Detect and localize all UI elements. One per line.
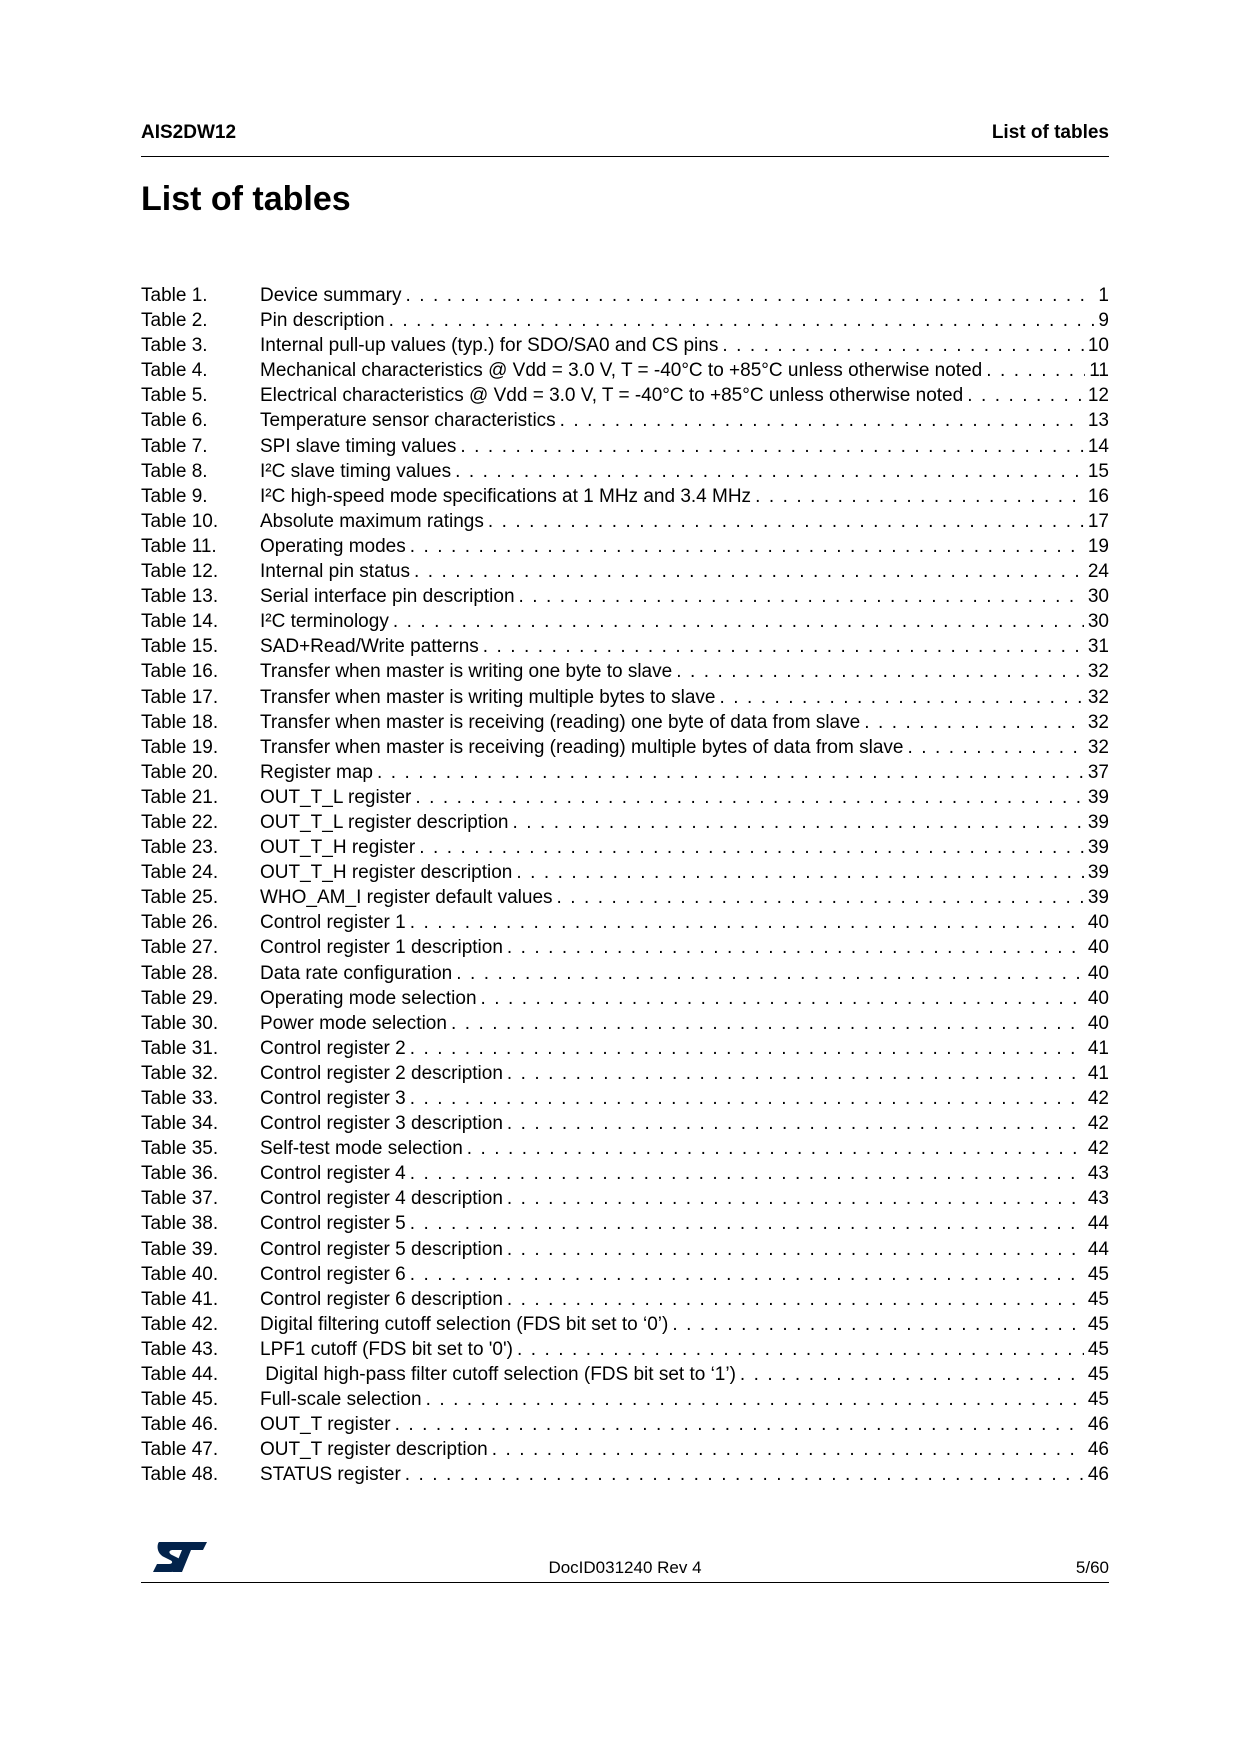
table-entry-title: Absolute maximum ratings	[260, 510, 484, 532]
table-entry-number: Table 13.	[141, 586, 219, 608]
table-entry-page: 11	[1089, 360, 1109, 382]
dot-leader	[426, 1387, 1084, 1412]
table-entry-number: Table 47.	[141, 1439, 219, 1461]
table-entry-title: SPI slave timing values	[260, 435, 457, 457]
table-entry-number: Table 15.	[141, 636, 219, 658]
table-entry[interactable]	[141, 961, 1109, 986]
table-entry-title: Operating modes	[260, 535, 406, 557]
table-entry-title: STATUS register	[260, 1464, 401, 1486]
table-entry-title: Serial interface pin description	[260, 586, 515, 608]
table-entry[interactable]	[141, 986, 1109, 1011]
dot-leader	[410, 1036, 1084, 1061]
table-entry-number: Table 25.	[141, 887, 219, 909]
table-entry-title: Register map	[260, 761, 373, 783]
table-entry[interactable]	[141, 584, 1109, 609]
table-entry-page: 46	[1087, 1414, 1109, 1436]
table-entry-number: Table 16.	[141, 661, 219, 683]
table-entry-number: Table 23.	[141, 837, 219, 859]
table-entry-number: Table 9.	[141, 485, 208, 507]
table-entry-title: Device summary	[260, 285, 402, 306]
table-entry-page: 42	[1087, 1088, 1109, 1109]
table-entry-number: Table 1.	[141, 285, 208, 306]
dot-leader	[395, 1412, 1084, 1437]
table-entry[interactable]	[141, 1312, 1109, 1337]
table-entry[interactable]	[141, 333, 1109, 358]
table-entry[interactable]	[141, 1462, 1109, 1487]
dot-leader	[513, 810, 1084, 835]
table-entry[interactable]	[141, 1237, 1109, 1262]
dot-leader	[455, 459, 1084, 484]
table-entry[interactable]	[141, 358, 1109, 383]
dot-leader	[405, 283, 1094, 308]
table-entry-title: Control register 4	[260, 1163, 406, 1185]
dot-leader	[672, 1312, 1084, 1337]
table-entry-number: Table 29.	[141, 987, 219, 1009]
table-entry[interactable]	[141, 860, 1109, 885]
dot-leader	[507, 1111, 1084, 1136]
footer-page-number: 5/60	[1075, 1558, 1109, 1577]
table-entry-number: Table 14.	[141, 611, 219, 633]
table-entry-title: Full-scale selection	[260, 1389, 422, 1411]
table-entry[interactable]	[141, 408, 1109, 433]
table-entry[interactable]	[141, 835, 1109, 860]
table-entry-title: OUT_T_L register	[260, 786, 412, 808]
dot-leader	[740, 1362, 1084, 1387]
table-entry-title: Internal pull-up values (typ.) for SDO/SA0 and CS pins	[260, 335, 719, 357]
dot-leader	[967, 383, 1084, 408]
dot-leader	[507, 1237, 1084, 1262]
table-entry-number: Table 36.	[141, 1163, 219, 1185]
table-entry-page: 39	[1087, 811, 1109, 833]
dot-leader	[507, 1061, 1084, 1086]
table-entry-page: 45	[1087, 1338, 1109, 1360]
table-entry-number: Table 12.	[141, 561, 219, 583]
table-entry[interactable]	[141, 810, 1109, 835]
dot-leader	[410, 1211, 1084, 1236]
table-entry-page: 39	[1087, 837, 1109, 859]
table-entry-title: OUT_T register description	[260, 1439, 488, 1461]
dot-leader	[405, 1462, 1084, 1487]
dot-leader	[451, 1011, 1084, 1036]
table-entry-page: 40	[1087, 962, 1109, 984]
table-entry-page: 40	[1087, 1012, 1109, 1034]
header-section: List of tables	[991, 122, 1109, 143]
table-entry-number: Table 27.	[141, 937, 219, 959]
table-entry-page: 41	[1087, 1062, 1109, 1084]
table-entry-page: 43	[1087, 1188, 1109, 1210]
dot-leader	[410, 534, 1084, 559]
table-entry[interactable]	[141, 434, 1109, 459]
table-entry-title: Control register 1	[260, 912, 406, 934]
table-entry-page: 45	[1087, 1364, 1109, 1386]
table-entry[interactable]	[141, 634, 1109, 659]
table-entry-number: Table 20.	[141, 761, 219, 783]
table-entry-title: OUT_T_L register description	[260, 811, 509, 833]
table-entry-page: 19	[1087, 535, 1109, 557]
table-entry-page: 42	[1087, 1113, 1109, 1135]
dot-leader	[377, 760, 1084, 785]
table-entry[interactable]	[141, 1111, 1109, 1136]
table-entry-title: Control register 1 description	[260, 937, 503, 959]
table-list	[141, 283, 1109, 1488]
table-entry-number: Table 30.	[141, 1012, 219, 1034]
table-entry-number: Table 34.	[141, 1113, 219, 1135]
table-entry-page: 45	[1087, 1288, 1109, 1310]
table-entry-number: Table 40.	[141, 1263, 219, 1285]
table-entry[interactable]	[141, 1061, 1109, 1086]
dot-leader	[456, 961, 1084, 986]
table-entry-title: Control register 5	[260, 1213, 406, 1235]
table-entry-page: 32	[1087, 736, 1109, 758]
table-entry[interactable]	[141, 283, 1109, 308]
dot-leader	[907, 735, 1083, 760]
table-entry[interactable]	[141, 308, 1109, 333]
table-entry[interactable]	[141, 1362, 1109, 1387]
table-entry-title: I²C slave timing values	[260, 460, 452, 482]
table-entry[interactable]	[141, 1211, 1109, 1236]
table-entry-page: 12	[1087, 385, 1109, 407]
table-entry-title: Control register 6 description	[260, 1288, 503, 1310]
table-entry[interactable]	[141, 710, 1109, 735]
table-entry-page: 1	[1098, 285, 1109, 306]
table-entry-page: 45	[1087, 1263, 1109, 1285]
table-entry-page: 42	[1087, 1138, 1109, 1160]
dot-leader	[410, 1161, 1084, 1186]
table-entry[interactable]	[141, 1186, 1109, 1211]
table-entry-page: 45	[1087, 1389, 1109, 1411]
table-entry-number: Table 46.	[141, 1414, 219, 1436]
table-entry-page: 16	[1087, 485, 1109, 507]
table-entry-number: Table 10.	[141, 510, 219, 532]
table-entry[interactable]	[141, 885, 1109, 910]
table-entry[interactable]	[141, 1036, 1109, 1061]
table-entry-page: 24	[1087, 561, 1109, 583]
table-entry[interactable]	[141, 559, 1109, 584]
table-entry-number: Table 39.	[141, 1238, 219, 1260]
table-entry[interactable]	[141, 1387, 1109, 1412]
table-entry-number: Table 8.	[141, 460, 208, 482]
dot-leader	[755, 484, 1084, 509]
table-entry-number: Table 7.	[141, 435, 208, 457]
table-entry[interactable]	[141, 1011, 1109, 1036]
table-entry-page: 14	[1087, 435, 1109, 457]
table-entry[interactable]	[141, 509, 1109, 534]
table-entry[interactable]	[141, 910, 1109, 935]
table-entry-page: 46	[1087, 1439, 1109, 1461]
dot-leader	[419, 835, 1084, 860]
table-entry-title: I²C terminology	[260, 611, 389, 633]
table-entry-title: Data rate configuration	[260, 962, 453, 984]
table-entry[interactable]	[141, 1136, 1109, 1161]
table-entry-number: Table 45.	[141, 1389, 219, 1411]
table-entry[interactable]	[141, 484, 1109, 509]
dot-leader	[410, 1262, 1084, 1287]
table-entry-page: 31	[1087, 636, 1109, 658]
table-entry-title: WHO_AM_I register default values	[260, 887, 553, 909]
dot-leader	[864, 710, 1084, 735]
table-entry-title: Digital high-pass filter cutoff selection (FDS bit set to ‘1’)	[260, 1364, 736, 1386]
table-entry-title: OUT_T register	[260, 1414, 391, 1436]
table-entry-page: 39	[1087, 887, 1109, 909]
table-entry-number: Table 21.	[141, 786, 219, 808]
table-entry[interactable]	[141, 785, 1109, 810]
table-entry[interactable]	[141, 459, 1109, 484]
table-entry-number: Table 11.	[141, 535, 217, 557]
table-entry-title: OUT_T_H register	[260, 837, 416, 859]
dot-leader	[719, 685, 1083, 710]
table-entry-title: OUT_T_H register description	[260, 862, 513, 884]
table-entry-page: 15	[1087, 460, 1109, 482]
page-header	[141, 122, 1109, 157]
dot-leader	[460, 434, 1083, 459]
table-entry-title: Control register 2	[260, 1037, 406, 1059]
dot-leader	[415, 785, 1084, 810]
table-entry-number: Table 2.	[141, 310, 208, 332]
table-entry-title: LPF1 cutoff (FDS bit set to '0')	[260, 1338, 513, 1360]
table-entry-number: Table 31.	[141, 1037, 219, 1059]
table-entry-title: Control register 6	[260, 1263, 406, 1285]
table-entry-number: Table 44.	[141, 1364, 219, 1386]
table-entry[interactable]	[141, 383, 1109, 408]
dot-leader	[676, 659, 1084, 684]
table-entry-page: 39	[1087, 786, 1109, 808]
dot-leader	[410, 1086, 1084, 1111]
table-entry-number: Table 17.	[141, 686, 219, 708]
table-entry-number: Table 3.	[141, 335, 208, 357]
table-entry-number: Table 4.	[141, 360, 208, 382]
table-entry-number: Table 28.	[141, 962, 219, 984]
table-entry-page: 32	[1087, 711, 1109, 733]
table-entry-page: 32	[1087, 686, 1109, 708]
table-entry-title: SAD+Read/Write patterns	[260, 636, 479, 658]
dot-leader	[414, 559, 1084, 584]
table-entry[interactable]	[141, 1086, 1109, 1111]
dot-leader	[389, 308, 1095, 333]
table-entry-page: 17	[1087, 510, 1109, 532]
table-entry[interactable]	[141, 685, 1109, 710]
dot-leader	[519, 584, 1084, 609]
table-entry-title: Control register 3 description	[260, 1113, 503, 1135]
table-entry[interactable]	[141, 534, 1109, 559]
table-entry-page: 45	[1087, 1313, 1109, 1335]
table-entry-title: Temperature sensor characteristics	[260, 410, 556, 432]
table-entry-number: Table 6.	[141, 410, 208, 432]
table-entry[interactable]	[141, 659, 1109, 684]
table-entry-title: Transfer when master is receiving (reading) one byte of data from slave	[260, 711, 861, 733]
table-entry-page: 46	[1087, 1464, 1109, 1486]
dot-leader	[488, 509, 1084, 534]
table-entry-title: Digital filtering cutoff selection (FDS bit set to ‘0’)	[260, 1313, 669, 1335]
table-entry-page: 10	[1087, 335, 1109, 357]
table-entry-title: Pin description	[260, 310, 385, 332]
table-entry-title: Control register 4 description	[260, 1188, 503, 1210]
dot-leader	[557, 885, 1084, 910]
footer-doc-id: DocID031240 Rev 4	[548, 1558, 702, 1577]
table-entry-number: Table 38.	[141, 1213, 219, 1235]
dot-leader	[986, 358, 1085, 383]
table-entry-page: 44	[1087, 1213, 1109, 1235]
table-entry-page: 41	[1087, 1037, 1109, 1059]
dot-leader	[516, 860, 1083, 885]
table-entry-number: Table 19.	[141, 736, 219, 758]
page-footer	[141, 1540, 1109, 1583]
table-entry-number: Table 22.	[141, 811, 219, 833]
table-entry[interactable]	[141, 760, 1109, 785]
dot-leader	[483, 634, 1084, 659]
dot-leader	[492, 1437, 1084, 1462]
table-entry-number: Table 48.	[141, 1464, 219, 1486]
table-entry-title: Control register 2 description	[260, 1062, 503, 1084]
table-entry-title: Self-test mode selection	[260, 1138, 463, 1160]
table-entry-number: Table 37.	[141, 1188, 219, 1210]
table-entry[interactable]	[141, 935, 1109, 960]
table-entry-number: Table 24.	[141, 862, 219, 884]
table-entry-title: Mechanical characteristics @ Vdd = 3.0 V, T = -40°C to +85°C unless otherwise noted	[260, 360, 983, 382]
table-entry[interactable]	[141, 1437, 1109, 1462]
table-entry-page: 43	[1087, 1163, 1109, 1185]
table-entry-number: Table 26.	[141, 912, 219, 934]
table-entry[interactable]	[141, 609, 1109, 634]
table-entry-page: 9	[1098, 310, 1109, 332]
dot-leader	[393, 609, 1084, 634]
dot-leader	[481, 986, 1084, 1011]
table-entry-page: 44	[1087, 1238, 1109, 1260]
table-entry-number: Table 33.	[141, 1088, 219, 1109]
dot-leader	[560, 408, 1084, 433]
table-entry-page: 37	[1087, 761, 1109, 783]
table-entry-title: Transfer when master is receiving (reading) multiple bytes of data from slave	[260, 736, 904, 758]
table-entry[interactable]	[141, 1337, 1109, 1362]
table-entry-number: Table 41.	[141, 1288, 219, 1310]
page-title: List of tables	[141, 180, 351, 218]
table-entry-title: Power mode selection	[260, 1012, 447, 1034]
dot-leader	[517, 1337, 1084, 1362]
table-entry-page: 40	[1087, 912, 1109, 934]
dot-leader	[507, 935, 1084, 960]
table-entry-page: 40	[1087, 987, 1109, 1009]
table-entry-page: 40	[1087, 937, 1109, 959]
table-entry[interactable]	[141, 735, 1109, 760]
dot-leader	[410, 910, 1084, 935]
table-entry-title: Transfer when master is writing multiple bytes to slave	[260, 686, 716, 708]
table-entry-number: Table 32.	[141, 1062, 219, 1084]
table-entry-page: 39	[1087, 862, 1109, 884]
dot-leader	[507, 1287, 1084, 1312]
table-entry-title: Electrical characteristics @ Vdd = 3.0 V, T = -40°C to +85°C unless otherwise noted	[260, 385, 964, 407]
table-entry[interactable]	[141, 1412, 1109, 1437]
dot-leader	[722, 333, 1084, 358]
table-entry-page: 30	[1087, 586, 1109, 608]
table-entry-title: I²C high-speed mode specifications at 1 MHz and 3.4 MHz	[260, 485, 752, 507]
table-entry-title: Operating mode selection	[260, 987, 477, 1009]
table-entry-title: Control register 3	[260, 1088, 406, 1109]
dot-leader	[467, 1136, 1084, 1161]
table-entry[interactable]	[141, 1262, 1109, 1287]
dot-leader	[507, 1186, 1084, 1211]
table-entry-title: Internal pin status	[260, 561, 410, 583]
table-entry-number: Table 35.	[141, 1138, 219, 1160]
table-entry-number: Table 18.	[141, 711, 219, 733]
table-entry-title: Transfer when master is writing one byte to slave	[260, 661, 673, 683]
header-doc-name: AIS2DW12	[141, 122, 237, 143]
table-entry[interactable]	[141, 1161, 1109, 1186]
table-entry[interactable]	[141, 1287, 1109, 1312]
table-entry-number: Table 42.	[141, 1313, 219, 1335]
table-entry-number: Table 43.	[141, 1338, 219, 1360]
table-entry-page: 30	[1087, 611, 1109, 633]
table-entry-page: 32	[1087, 661, 1109, 683]
table-entry-title: Control register 5 description	[260, 1238, 503, 1260]
table-entry-number: Table 5.	[141, 385, 208, 407]
table-entry-page: 13	[1087, 410, 1109, 432]
